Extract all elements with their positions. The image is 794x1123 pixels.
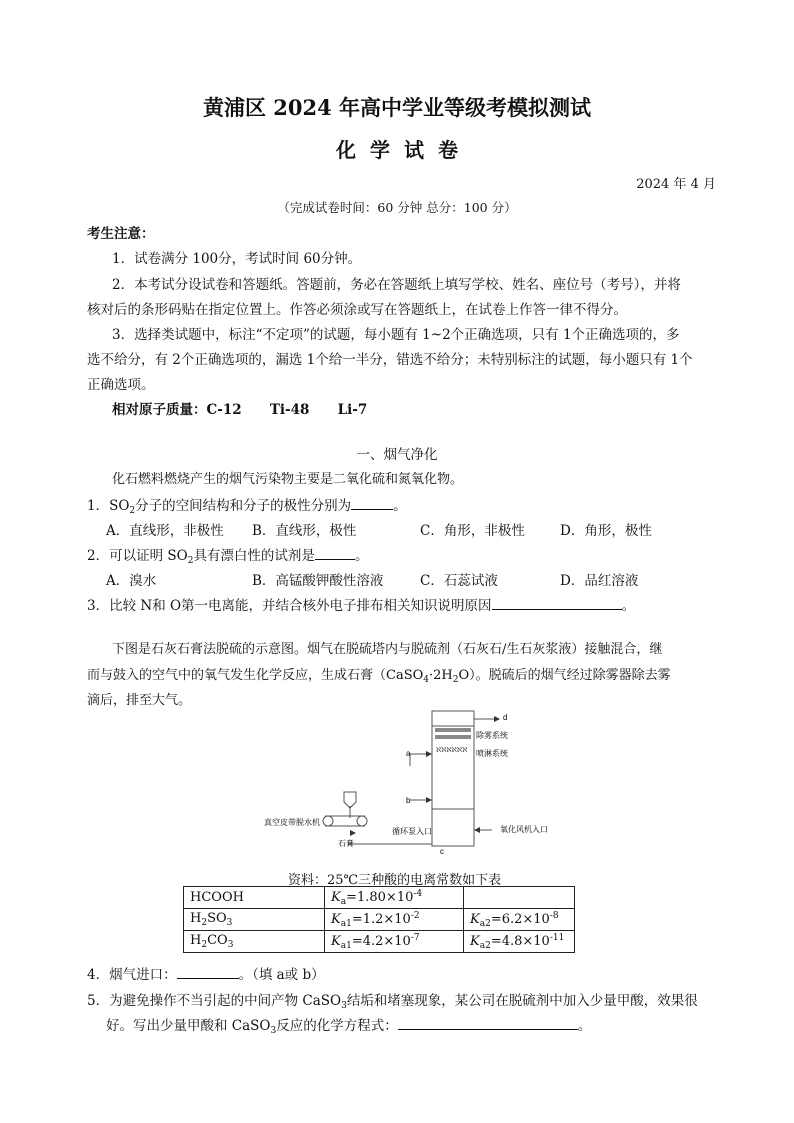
ka1-h2so3: $K_{a1}=1.2\times 10^{-2}$: [325, 909, 464, 931]
notice-item-1: 1．试卷满分 100分，考试时间 60分钟。: [112, 251, 362, 267]
label-a: a: [406, 749, 411, 758]
question-3: 3．比较 N和 O第一电离能，并结合核外电子排布相关知识说明原因 。: [87, 594, 635, 614]
q1-option-d[interactable]: D．角形，极性: [560, 523, 652, 539]
acid-h2so3: $H_2SO_3$: [184, 909, 325, 931]
answer-blank-2[interactable]: [315, 545, 355, 560]
q2-option-c[interactable]: C．石蕊试液: [420, 573, 498, 589]
notice-item-3-line2: 选不给分，有 2个正确选项的，漏选 1个给一半分，错选不给分；未特别标注的试题，每小题只有 1个: [87, 352, 693, 368]
label-demist: 除雾系统: [476, 731, 508, 740]
process-desc-line2: 而与鼓入的空气中的氧气发生化学反应，生成石膏$(CaSO_4\cdot 2H_2O)$。脱硫后的烟气经过除雾器除去雾: [87, 668, 671, 685]
label-gypsum: 石膏: [338, 839, 354, 848]
acid-hcooh: HCOOH: [184, 887, 325, 909]
time-info: （完成试卷时间：60 分钟 总分：100 分）: [277, 200, 517, 215]
exam-title: 黄浦区 2024 年高中学业等级考模拟测试: [202, 95, 592, 120]
exam-subtitle: 化学试卷: [336, 138, 472, 162]
q2-option-b[interactable]: B．高锰酸钾酸性溶液: [252, 573, 384, 589]
question-4: 4．烟气进口： 。（填 a或 b）: [87, 963, 325, 983]
answer-blank-3[interactable]: [492, 595, 622, 610]
ka2-h2co3: $K_{a2}=4.8\times 10^{-11}$: [464, 931, 575, 953]
section-title: 一、烟气净化: [356, 447, 438, 463]
notice-item-2-line2: 核对后的条形码贴在指定位置上。作答必须涂或写在答题纸上，在试卷上作答一律不得分。: [87, 302, 627, 318]
q2-option-d[interactable]: D．品红溶液: [560, 573, 639, 589]
question-5-line2: 好。写出少量甲酸和 CaSO$_3$反应的化学方程式： 。: [106, 1014, 591, 1036]
ka2-h2so3: $K_{a2}=6.2\times 10^{-8}$: [464, 909, 575, 931]
label-fan: 氧化风机入口: [500, 825, 548, 834]
label-spray: 喷淋系统: [476, 749, 508, 758]
question-1: 1．$SO_2$分子的空间结构和分子的极性分别为 。: [87, 494, 407, 516]
label-d: d: [503, 713, 508, 722]
label-dewater: 真空皮带脱水机: [264, 818, 320, 827]
acid-constant-table: [183, 886, 575, 953]
answer-blank-5[interactable]: [398, 1015, 578, 1030]
notice-item-2-line1: 2．本考试分设试卷和答题纸。答题前，务必在答题纸上填写学校、姓名、座位号（考号），并将: [112, 277, 681, 293]
exam-date: 2024 年 4 月: [636, 177, 716, 192]
answer-blank-4[interactable]: [177, 964, 239, 979]
label-c: c: [440, 847, 444, 856]
table-row: [184, 887, 575, 909]
ka-hcooh: $K_a=1.80\times 10^{-4}$: [325, 887, 464, 909]
table-row: [184, 931, 575, 953]
question-5-line1: 5．为避免操作不当引起的中间产物 CaSO$_3$结垢和堵塞现象，某公司在脱硫剂中加入少量甲酸，效果很: [87, 993, 698, 1011]
svg-text:ℵℵℵℵℵℵ: ℵℵℵℵℵℵ: [436, 747, 468, 754]
table-caption: 资料：25℃三种酸的电离常数如下表: [288, 873, 502, 888]
desulfurization-diagram: [260, 706, 560, 866]
table-row: [184, 909, 575, 931]
section-intro: 化石燃料燃烧产生的烟气污染物主要是二氧化硫和氮氧化物。: [112, 472, 464, 487]
q1-option-c[interactable]: C．角形，非极性: [420, 523, 525, 539]
question-2: 2．可以证明 $SO_2$具有漂白性的试剂是 。: [87, 544, 368, 566]
q2-option-a[interactable]: A．溴水: [106, 573, 157, 589]
process-desc-line1: 下图是石灰石膏法脱硫的示意图。烟气在脱硫塔内与脱硫剂（石灰石/生石灰浆液）接触混合，继: [112, 642, 663, 657]
atomic-mass: 相对原子质量：C-12 Ti-48 Li-7: [112, 402, 368, 418]
notice-heading: 考生注意：: [87, 226, 155, 242]
q1-option-b[interactable]: B．直线形，极性: [252, 523, 357, 539]
notice-item-3-line1: 3．选择类试题中，标注“不定项”的试题，每小题有 1~2个正确选项，只有 1个正确选项的，多: [112, 327, 680, 343]
label-b: b: [406, 796, 411, 805]
process-desc-line3: 滴后，排至大气。: [87, 693, 192, 708]
q1-option-a[interactable]: A．直线形，非极性: [106, 523, 224, 539]
label-pump: 循环泵入口: [392, 827, 432, 836]
notice-item-3-line3: 正确选项。: [87, 377, 155, 393]
acid-h2co3: $H_2CO_3$: [184, 931, 325, 953]
answer-blank-1[interactable]: [351, 495, 393, 510]
ka1-h2co3: $K_{a1}=4.2\times 10^{-7}$: [325, 931, 464, 953]
hopper-icon: [344, 792, 356, 808]
